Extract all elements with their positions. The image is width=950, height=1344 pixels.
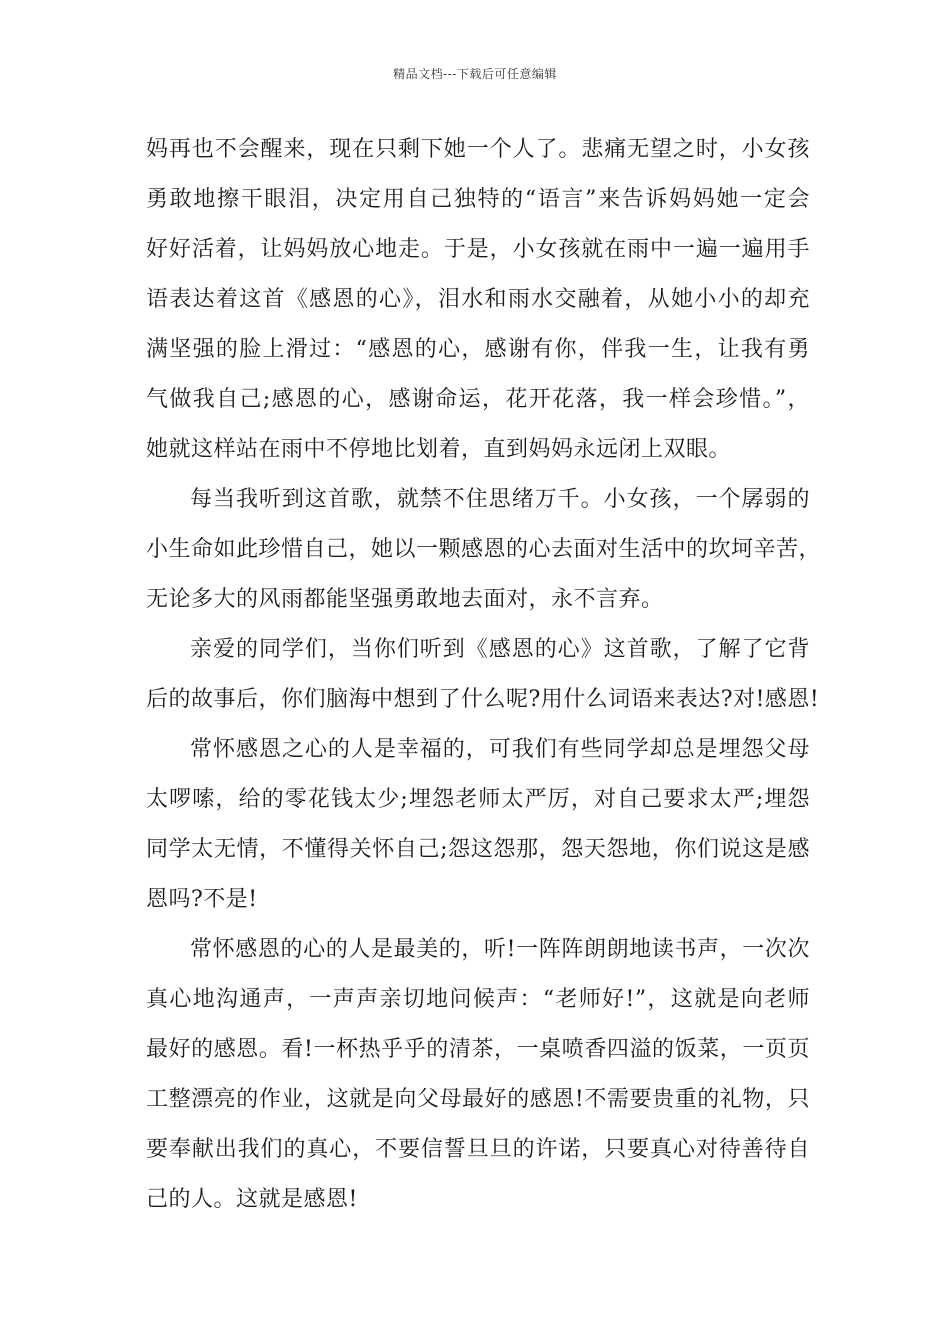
paragraph-first-line: 常怀感恩的心的人是最美的，听!一阵阵朗朗地读书声，一次次 [190,937,810,962]
text-line: 恩吗?不是! [146,887,258,912]
text-line: 勇敢地擦干眼泪，决定用自己独特的“语言”来告诉妈妈她一定会 [146,187,810,212]
text-line: 气做我自己;感恩的心，感谢命运，花开花落，我一样会珍惜。”， [146,387,810,412]
body-text [146,125,822,1225]
text-line: 最好的感恩。看!一杯热乎乎的清茶，一桌喷香四溢的饭菜，一页页 [146,1037,810,1062]
text-line: 语表达着这首《感恩的心》，泪水和雨水交融着，从她小小的却充 [146,287,810,312]
text-line: 她就这样站在雨中不停地比划着，直到妈妈永远闭上双眼。 [146,437,732,462]
text-line: 要奉献出我们的真心，不要信誓旦旦的许诺，只要真心对待善待自 [146,1137,810,1162]
text-line: 后的故事后，你们脑海中想到了什么呢?用什么词语来表达?对!感恩! [146,687,820,712]
text-line: 太啰嗦，给的零花钱太少;埋怨老师太严厉，对自己要求太严;埋怨 [146,787,810,812]
text-line: 小生命如此珍惜自己，她以一颗感恩的心去面对生活中的坎坷辛苦， [146,537,822,562]
text-line: 真心地沟通声，一声声亲切地问候声：“老师好!”，这就是向老师 [146,987,810,1012]
text-line: 无论多大的风雨都能坚强勇敢地去面对，永不言弃。 [146,587,664,612]
text-line: 满坚强的脸上滑过：“感恩的心，感谢有你，伴我一生，让我有勇 [146,337,810,362]
paragraph-first-line: 每当我听到这首歌，就禁不住思绪万千。小女孩，一个孱弱的 [190,487,810,512]
text-line: 妈再也不会醒来，现在只剩下她一个人了。悲痛无望之时，小女孩 [146,137,810,162]
page-header: 精品文档---下载后可任意编辑 [393,67,557,81]
text-line: 同学太无情，不懂得关怀自己;怨这怨那，怨天怨地，你们说这是感 [146,837,810,862]
paragraph-first-line: 常怀感恩之心的人是幸福的，可我们有些同学却总是埋怨父母 [190,737,810,762]
text-line: 好好活着，让妈妈放心地走。于是，小女孩就在雨中一遍一遍用手 [146,237,810,262]
text-line: 工整漂亮的作业，这就是向父母最好的感恩!不需要贵重的礼物，只 [146,1087,810,1112]
text-line: 己的人。这就是感恩! [146,1187,358,1212]
paragraph-first-line: 亲爱的同学们，当你们听到《感恩的心》这首歌，了解了它背 [190,637,810,662]
